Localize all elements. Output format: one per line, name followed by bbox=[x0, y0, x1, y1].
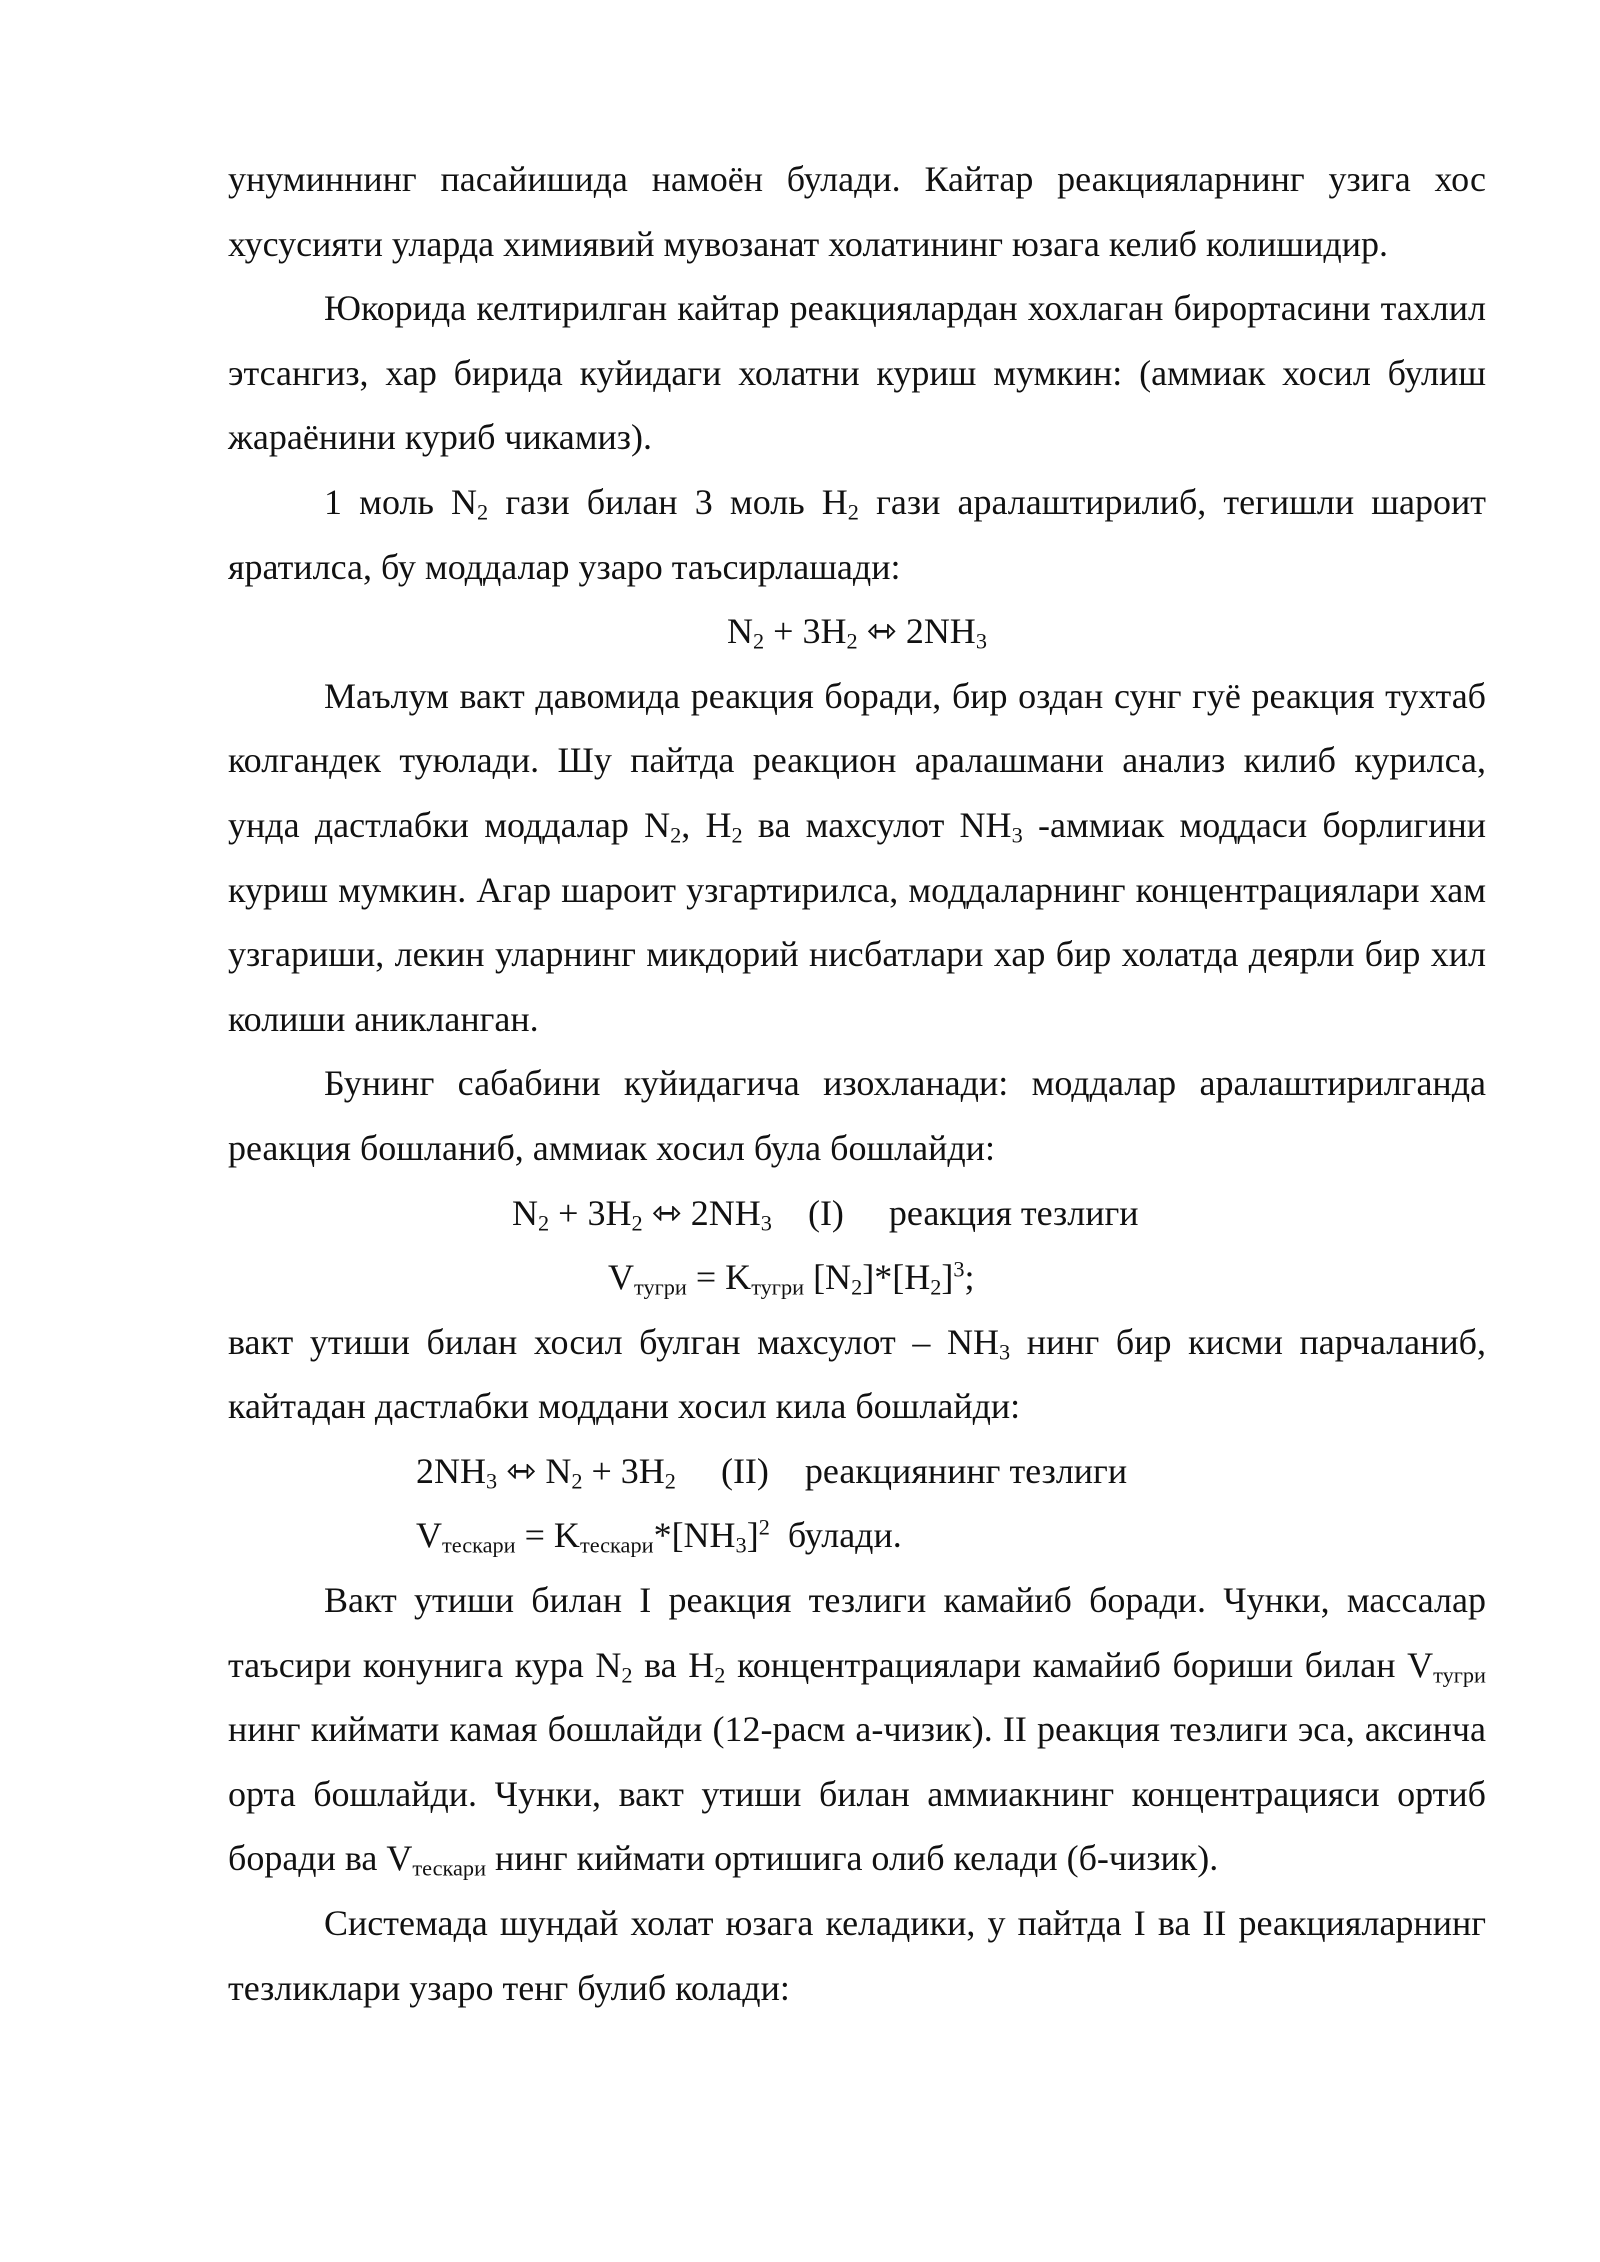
reversible-arrow-icon: ⇿ bbox=[857, 611, 906, 652]
paragraph-4: Маълум вакт давомида реакция боради, бир оздан сунг гуё реакция тухтаб колгандек туюлади. Шу пайтда реакцион аралашмани анализ килиб курилса, унда дастлабки моддалар $N_2$, $H_2$ ва махсулот $NH_3$ -аммиак моддаси борлигини куриш мумкин. Агар шароит узгартирилса, моддаларнинг концентрациялари хам узгариши, лекин уларнинг микдорий нисбатлари хар бир холатда деярли бир хил колиши аникланган. bbox=[228, 675, 1486, 1039]
equation-reverse-rate: $V_{тескари} = K_{тескари}*[NH_3]^2$ булади. bbox=[416, 1515, 902, 1559]
reversible-arrow-icon: ⇿ bbox=[497, 1450, 546, 1491]
paragraph-5: Бунинг сабабини куйидагича изохланади: моддалар аралаштирилганда реакция бошланиб, аммиак хосил була бошлайди: bbox=[228, 1063, 1486, 1168]
equation-reverse-reaction: $2NH_3$ ⇿ $N_2 + 3H_2$ (II) реакциянинг тезлиги bbox=[416, 1450, 1128, 1494]
paragraph-8: Системада шундай холат юзага келадики, у пайтда I ва II реакцияларнинг тезликлари узаро тенг булиб колади: bbox=[228, 1903, 1486, 2008]
paragraph-7: Вакт утиши билан I реакция тезлиги камайиб боради. Чунки, массалар таъсири конунига кура $N_2$ ва $H_2$ концентрациялари камайиб бориши билан $V_{тугри}$ нинг киймати камая бошлайди (12-расм а-чизик). II реакция тезлиги эса, аксинча орта бошлайди. Чунки, вакт утиши билан аммиакнинг концентрацияси ортиб боради ва $V_{тескари}$ нинг киймати ортишига олиб келади (б-чизик). bbox=[228, 1580, 1487, 1882]
paragraph-2: Юкорида келтирилган кайтар реакциялардан хохлаган бирортасини тахлил этсангиз, хар бирида куйидаги холатни куриш мумкин: (аммиак хосил булиш жараёнини куриб чикамиз). bbox=[228, 288, 1486, 458]
document-body bbox=[228, 147, 1486, 2020]
paragraph-6: вакт утиши билан хосил булган махсулот – $NH_3$ нинг бир кисми парчаланиб, кайтадан дастлабки моддани хосил кила бошлайди: bbox=[228, 1321, 1486, 1427]
equation-forward-reaction: $N_2 + 3H_2$ ⇿ $2NH_3$ (I) реакция тезлиги bbox=[512, 1192, 1139, 1236]
equation-ammonia-synthesis: $N_2 + 3H_2$ ⇿ $2NH_3$ bbox=[727, 611, 987, 654]
reversible-arrow-icon: ⇿ bbox=[642, 1192, 691, 1233]
paragraph-3: 1 моль $N_2$ гази билан 3 моль $H_2$ гази аралаштирилиб, тегишли шароит яратилса, бу моддалар узаро таъсирлашади: bbox=[228, 481, 1486, 587]
paragraph-1: унуминнинг пасайишида намоён булади. Кайтар реакцияларнинг узига хос хусусияти уларда химиявий мувозанат холатининг юзага келиб колишидир. bbox=[228, 159, 1486, 264]
equation-forward-rate: $V_{тугри} = K_{тугри}$ $[N_2]*[H_2]^3$; bbox=[608, 1256, 975, 1300]
